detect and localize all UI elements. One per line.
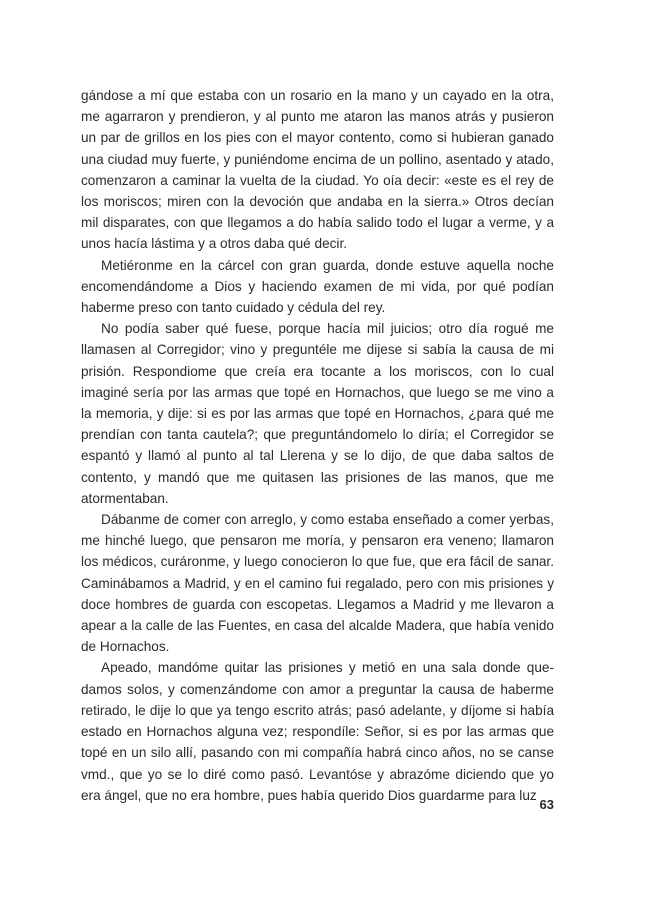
paragraph-3: No podía saber qué fuese, porque hacía mil juicios; otro día rogué me llamasen al Corregidor; vino y preguntéle me dijese si sabía la causa de mi prisión. Respondiome que creía era tocante a los moriscos, con lo cual imaginé sería por las armas que topé en Hornachos, que luego se me vino a la memoria, y dije: si es por las armas que topé en Hornachos, ¿para qué me prendían con tanta cautela?; que preguntándomelo lo diría; el Corregidor se espantó y llamó al punto al tal Llerena y se lo dijo, de que daba saltos de contento, y mandó que me quitasen las prisiones de las manos, que me atormentaban.	[81, 321, 554, 506]
paragraph-1: gándose a mí que estaba con un rosario en la mano y un cayado en la otra, me agarraron y prendieron, y al punto me ataron las manos atrás y pusieron un par de grillos en los pies con el mayor contento, como si hubieran ganado una ciudad muy fuerte, y puniéndome encima de un pollino, asentado y atado, comenzaron a caminar la vuelta de la ciudad. Yo oía decir: «este es el rey de los moriscos; miren con la devoción que andaba en la sierra.» Otros decían mil disparates, con que llegamos a do había salido todo el lugar a verme, y a unos hacía lástima y a otros daba qué decir.	[81, 88, 554, 252]
paragraph-5: Apeado, mandóme quitar las prisiones y metió en una sala donde quedamos solos, y comenzándome con amor a preguntar la causa de haberme retirado, le dije lo que ya tengo escrito atrás; pasó adelante, y díjome si había estado en Hornachos alguna vez; respondíle: Señor, si es por las armas que topé en un silo allí, pasando con mi compañía habrá cinco años, no se canse vmd., que yo se lo diré como pasó. Levantóse y abrazóme diciendo que yo era ángel, que no era hombre, pues había querido Dios guardarme para luz	[81, 660, 554, 803]
paragraph-2: Metiéronme en la cárcel con gran guarda, donde estuve aquella noche encomendándome a Dios y haciendo examen de mi vida, por qué podían haberme preso con tanto cuidado y cédula del rey.	[81, 257, 554, 316]
page-number: 63	[539, 797, 554, 812]
paragraph-4: Dábanme de comer con arreglo, y como estaba enseñado a comer yerbas, me hinché luego, que pensaron me moría, y pensaron era veneno; llamaron los médicos, curáronme, y luego conocieron lo que fue, que era fácil de sanar. Caminábamos a Madrid, y en el camino fui regalado, pero con mis prisiones y doce hombres de guarda con escopetas. Llegamos a Madrid y me llevaron a apear a la calle de las Fuentes, en casa del alcalde Madera, que había venido de Hornachos.	[81, 512, 554, 655]
body-text	[81, 85, 554, 806]
